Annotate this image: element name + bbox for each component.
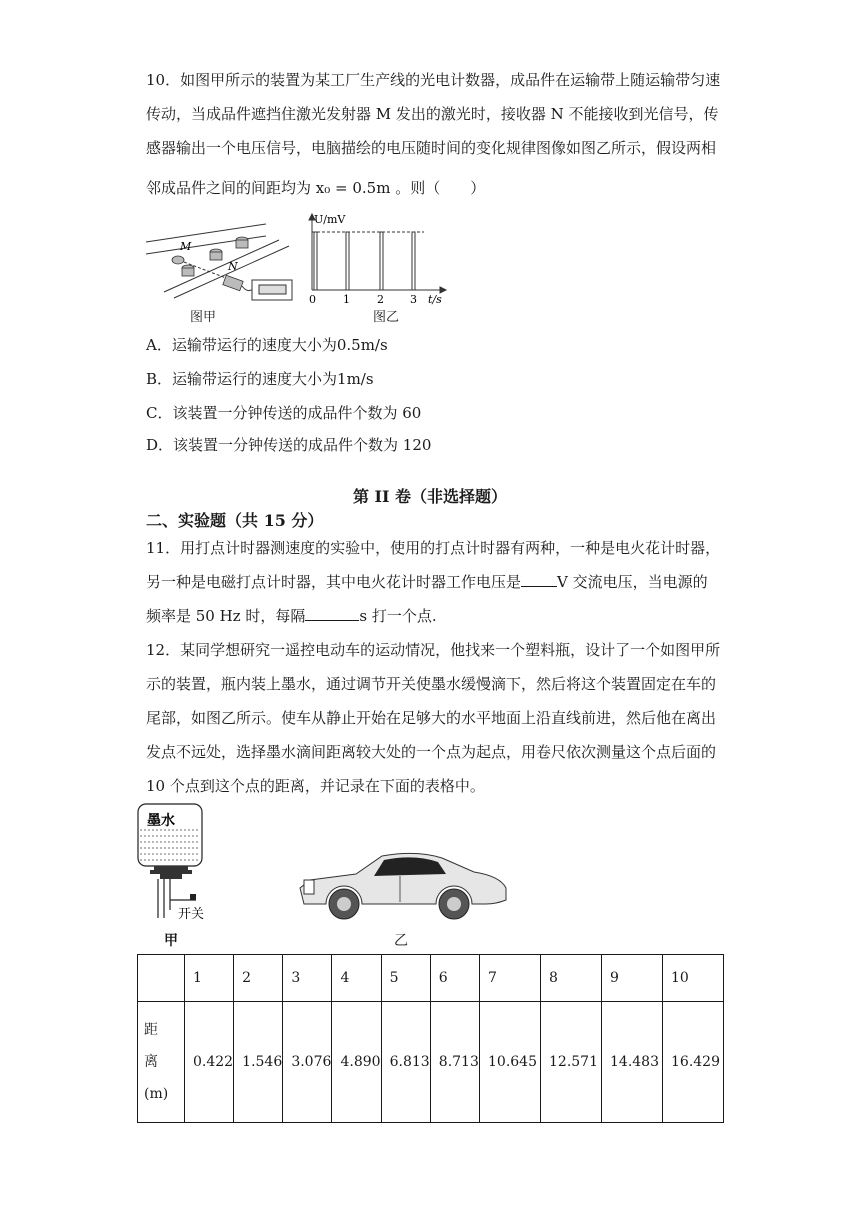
table-header-cell: 1	[185, 955, 234, 1002]
table-header-cell	[138, 955, 185, 1002]
table-header-cell: 4	[332, 955, 381, 1002]
q10-line-1: 10．如图甲所示的装置为某工厂生产线的光电计数器，成品件在运输带上随运输带匀速	[146, 71, 721, 89]
part-title: 二、实验题（共 15 分）	[146, 511, 324, 530]
q12-line-3: 尾部，如图乙所示。使车从静止开始在足够大的水平地面上沿直线前进，然后他在离出	[146, 709, 717, 727]
table-row	[138, 1002, 724, 1123]
caption-fig-12-yi: 乙	[394, 933, 408, 949]
distance-cell: 12.571	[541, 1002, 602, 1123]
distance-cell: 10.645	[480, 1002, 541, 1123]
tick-3: 3	[410, 293, 417, 306]
tick-2: 2	[377, 293, 384, 306]
table-header-cell: 9	[602, 955, 663, 1002]
caption-fig-12-jia: 甲	[164, 933, 178, 949]
q11-line-3b: s 打一个点.	[359, 607, 437, 625]
distance-cell: 8.713	[430, 1002, 479, 1123]
table-header-cell: 8	[541, 955, 602, 1002]
graph-ylabel: U/mV	[314, 213, 346, 226]
voltage-time-graph	[300, 212, 450, 308]
q11-line-3	[146, 600, 726, 633]
distance-cell: 0.422	[185, 1002, 234, 1123]
distance-table	[137, 954, 724, 1123]
section-title: 第 II 卷（非选择题）	[352, 487, 508, 506]
answer-blank-voltage[interactable]	[521, 571, 557, 587]
q12-line-1: 12．某同学想研究一遥控电动车的运动情况，他找来一个塑料瓶，设计了一个如图甲所	[146, 641, 721, 659]
q10-line-4: 邻成品件之间的间距均为 x₀ = 0.5m 。则（ ）	[146, 179, 486, 197]
row-label-line: 距	[144, 1022, 158, 1038]
conveyor-figure	[144, 222, 296, 304]
graph-xlabel: t/s	[428, 293, 442, 306]
distance-cell: 3.076	[283, 1002, 332, 1123]
option-b: B．运输带运行的速度大小为1m/s	[146, 370, 374, 388]
caption-fig-jia: 图甲	[190, 310, 217, 325]
table-header-cell: 5	[381, 955, 430, 1002]
answer-blank-interval[interactable]	[305, 605, 359, 621]
tick-1: 1	[343, 293, 350, 306]
table-header-cell: 10	[663, 955, 724, 1002]
tick-0: 0	[309, 293, 316, 306]
label-m: M	[180, 240, 192, 253]
table-header-cell: 3	[283, 955, 332, 1002]
table-header-cell: 7	[480, 955, 541, 1002]
switch-label: 开关	[178, 907, 205, 922]
q11-line-3a: 频率是 50 Hz 时，每隔	[146, 607, 306, 625]
distance-cell: 16.429	[663, 1002, 724, 1123]
row-label-line: 离	[144, 1054, 158, 1070]
q11-line-1: 11．用打点计时器测速度的实验中，使用的打点计时器有两种，一种是电火花计时器，	[146, 539, 721, 557]
q12-line-5: 10 个点到这个点的距离，并记录在下面的表格中。	[146, 777, 485, 795]
table-header-cell: 2	[234, 955, 283, 1002]
option-d: D．该装置一分钟传送的成品件个数为 120	[146, 436, 432, 454]
ink-label: 墨水	[147, 813, 175, 829]
toy-car-figure	[296, 850, 510, 922]
option-a: A．运输带运行的速度大小为0.5m/s	[146, 336, 388, 354]
distance-cell: 1.546	[234, 1002, 283, 1123]
q11-line-2b: V 交流电压，当电源的	[557, 573, 708, 591]
row-label-line: (m)	[144, 1086, 169, 1102]
q11-line-2	[146, 566, 726, 599]
table-header-row	[138, 955, 724, 1002]
q11-line-2a: 另一种是电磁打点计时器，其中电火花计时器工作电压是	[146, 573, 522, 591]
distance-cell: 4.890	[332, 1002, 381, 1123]
table-header-cell: 6	[430, 955, 479, 1002]
row-label-cell	[138, 1002, 185, 1123]
q12-line-4: 发点不远处，选择墨水滴间距离较大处的一个点为起点，用卷尺依次测量这个点后面的	[146, 743, 717, 761]
distance-cell: 14.483	[602, 1002, 663, 1123]
distance-cell: 6.813	[381, 1002, 430, 1123]
q12-line-2: 示的装置，瓶内装上墨水，通过调节开关使墨水缓慢滴下，然后将这个装置固定在车的	[146, 675, 717, 693]
ink-bottle-figure	[136, 800, 236, 924]
option-c: C．该装置一分钟传送的成品件个数为 60	[146, 404, 422, 422]
q10-line-2: 传动，当成品件遮挡住激光发射器 M 发出的激光时，接收器 N 不能接收到光信号，传	[146, 105, 719, 123]
label-n: N	[228, 260, 238, 273]
caption-fig-yi: 图乙	[373, 310, 400, 325]
q10-line-3: 感器输出一个电压信号，电脑描绘的电压随时间的变化规律图像如图乙所示，假设两相	[146, 139, 717, 157]
